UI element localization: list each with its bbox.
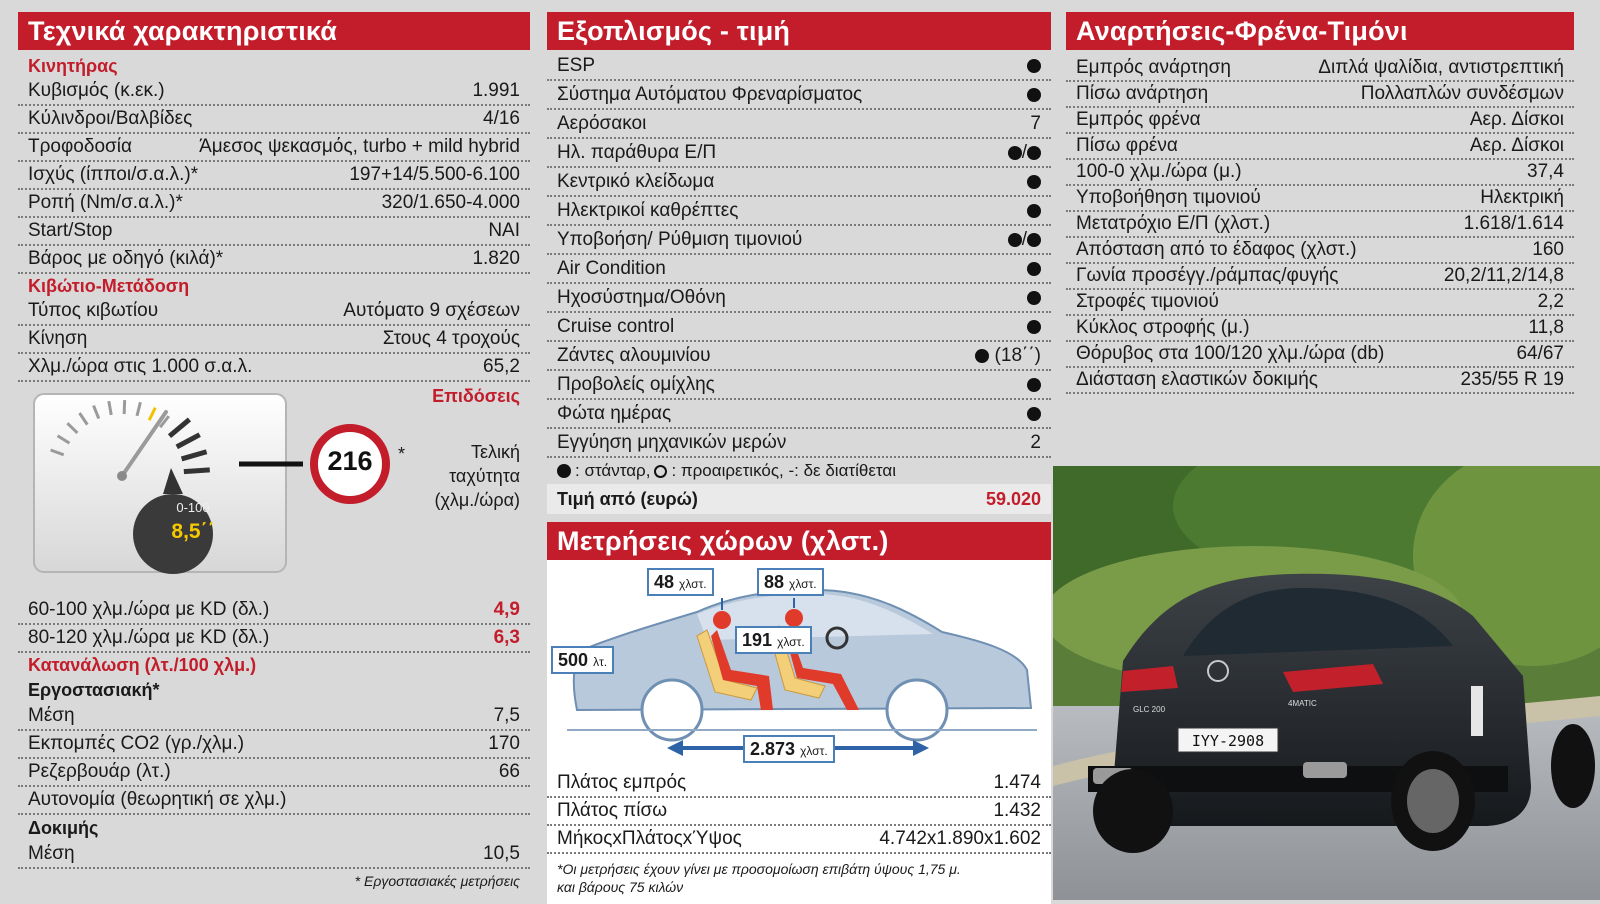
spec-row: Χλμ./ώρα στις 1.000 σ.α.λ. 65,2 xyxy=(18,354,530,382)
rear-headroom-box: 88 χλστ. xyxy=(757,568,824,596)
equipment-row: Κεντρικό κλείδωμα xyxy=(547,168,1051,197)
gearbox-section-title: Κιβώτιο-Μετάδοση xyxy=(18,274,530,298)
spec-row: Ισχύς (ίπποι/σ.α.λ.)* 197+14/5.500-6.100 xyxy=(18,162,530,190)
equipment-column xyxy=(547,12,1051,904)
wheelbase-box: 2.873 χλστ. xyxy=(743,735,835,763)
equipment-row: Air Condition xyxy=(547,255,1051,284)
spec-row: Κύλινδροι/Βαλβίδες 4/16 xyxy=(18,106,530,134)
consumption-section-title: Κατανάλωση (λτ./100 χλμ.) xyxy=(18,653,530,677)
suspension-header: Αναρτήσεις-Φρένα-Τιμόνι xyxy=(1066,12,1574,50)
standard-bullet-icon xyxy=(1027,320,1041,334)
zero-hundred-value: 8,5΄΄ xyxy=(151,520,235,544)
car-cutaway-diagram xyxy=(547,560,1051,770)
rear-passenger-head xyxy=(713,611,731,629)
engine-section-title: Κινητήρας xyxy=(18,54,530,78)
drive-badge: 4MATIC xyxy=(1288,699,1317,708)
wheelbase-arrow-right xyxy=(913,740,929,756)
gauge-needle-hub xyxy=(117,471,127,481)
top-speed-value: 216 xyxy=(315,446,385,477)
suspension-row: Διάσταση ελαστικών δοκιμής 235/55 R 19 xyxy=(1066,368,1574,394)
equipment-legend: : στάνταρ, : προαιρετικός, -: δε διατίθεται xyxy=(547,458,1051,484)
suspension-row: Κύκλος στροφής (μ.) 11,8 xyxy=(1066,316,1574,342)
zero-hundred-label: 0-100 xyxy=(151,500,235,515)
equipment-row: Ηλ. παράθυρα Ε/Π / xyxy=(547,139,1051,168)
wheelbase-arrow-left xyxy=(667,740,683,756)
spec-row: Τύπος κιβωτίου Αυτόματο 9 σχέσεων xyxy=(18,298,530,326)
equipment-row: Εγγύηση μηχανικών μερών 2 xyxy=(547,429,1051,458)
legroom-box: 191 χλστ. xyxy=(735,626,812,654)
top-speed-asterisk: * xyxy=(398,444,405,465)
equipment-row: Ηλεκτρικοί καθρέπτες xyxy=(547,197,1051,226)
space-footnote: *Οι μετρήσεις έχουν γίνει με προσομοίωση επιβάτη ύψους 1,75 μ. και βάρους 75 κιλών xyxy=(547,854,1051,904)
space-row: ΜήκοςxΠλάτοςxΎψος 4.742x1.890x1.602 xyxy=(547,826,1051,854)
spec-row: 80-120 χλμ./ώρα με KD (δλ.) 6,3 xyxy=(18,625,530,653)
spec-row: Μέση 7,5 xyxy=(18,703,530,731)
spec-row: Βάρος με οδηγό (κιλά)* 1.820 xyxy=(18,246,530,274)
license-plate-text: ΙΥΥ-2908 xyxy=(1192,732,1264,750)
suspension-row: Υποβοήθηση τιμονιού Ηλεκτρική xyxy=(1066,186,1574,212)
door-sticker xyxy=(1471,686,1483,736)
suspension-row: 100-0 χλμ./ώρα (μ.) 37,4 xyxy=(1066,160,1574,186)
standard-bullet-icon xyxy=(1027,88,1041,102)
model-badge: GLC 200 xyxy=(1133,705,1166,714)
suspension-row: Πίσω ανάρτηση Πολλαπλών συνδέσμων xyxy=(1066,82,1574,108)
equipment-row: Cruise control xyxy=(547,313,1051,342)
standard-bullet-icon xyxy=(557,464,571,478)
standard-bullet-icon xyxy=(1027,175,1041,189)
suspension-list xyxy=(1066,56,1574,394)
top-speed-label: Τελική ταχύτητα (χλμ./ώρα) xyxy=(380,440,520,512)
equipment-row: Ζάντες αλουμινίου (18΄΄) xyxy=(547,342,1051,371)
equipment-header: Εξοπλισμός - τιμή xyxy=(547,12,1051,50)
suspension-row: Πίσω φρένα Αερ. Δίσκοι xyxy=(1066,134,1574,160)
front-passenger-head xyxy=(785,609,803,627)
spec-row: Εκπομπές CO2 (γρ./χλμ.) 170 xyxy=(18,731,530,759)
performance-title: Επιδόσεις xyxy=(432,386,520,407)
trunk-volume-box: 500 λτ. xyxy=(551,646,614,674)
space-row: Πλάτος πίσω 1.432 xyxy=(547,798,1051,826)
optional-bullet-icon xyxy=(654,465,667,478)
tech-specs-header: Τεχνικά χαρακτηριστικά xyxy=(18,12,530,50)
standard-bullet-icon xyxy=(1008,233,1022,247)
front-headroom-box: 48 χλστ. xyxy=(647,568,714,596)
equipment-row: Υποβοήση/ Ρύθμιση τιμονιού / xyxy=(547,226,1051,255)
spec-row: Start/Stop ΝΑΙ xyxy=(18,218,530,246)
equipment-row: Αερόσακοι 7 xyxy=(547,110,1051,139)
factory-footnote: * Εργοστασιακές μετρήσεις xyxy=(18,873,530,889)
standard-bullet-icon xyxy=(1027,262,1041,276)
spec-row: Ρεζερβουάρ (λτ.) 66 xyxy=(18,759,530,787)
suspension-column xyxy=(1066,12,1574,394)
car-photo xyxy=(1053,466,1600,900)
equipment-row: Φώτα ημέρας xyxy=(547,400,1051,429)
standard-bullet-icon xyxy=(1027,407,1041,421)
front-right-wheel xyxy=(1551,724,1595,808)
space-row: Πλάτος εμπρός 1.474 xyxy=(547,770,1051,798)
suspension-row: Θόρυβος στα 100/120 χλμ./ώρα (db) 64/67 xyxy=(1066,342,1574,368)
equipment-list xyxy=(547,52,1051,458)
equipment-row: Σύστημα Αυτόματου Φρεναρίσματος xyxy=(547,81,1051,110)
tech-specs-column xyxy=(18,12,530,889)
suspension-row: Εμπρός ανάρτηση Διπλά ψαλίδια, αντιστρεπτική xyxy=(1066,56,1574,82)
standard-bullet-icon xyxy=(1027,291,1041,305)
spec-row: Ροπή (Nm/σ.α.λ.)* 320/1.650-4.000 xyxy=(18,190,530,218)
factory-subhead: Εργοστασιακή* xyxy=(18,677,530,703)
spec-row: Μέση 10,5 xyxy=(18,841,530,869)
price-row: Τιμή από (ευρώ) 59.020 xyxy=(547,484,1051,514)
spec-row: Αυτονομία (θεωρητική σε χλμ.) xyxy=(18,787,530,815)
car-photo-illustration xyxy=(1053,466,1600,900)
standard-bullet-icon xyxy=(1027,204,1041,218)
equipment-row: ESP xyxy=(547,52,1051,81)
suspension-row: Μετατρόχιο Ε/Π (χλστ.) 1.618/1.614 xyxy=(1066,212,1574,238)
equipment-row: Προβολείς ομίχλης xyxy=(547,371,1051,400)
test-subhead: Δοκιμής xyxy=(18,815,530,841)
equipment-row: Ηχοσύστημα/Οθόνη xyxy=(547,284,1051,313)
spec-row: Κυβισμός (κ.εκ.) 1.991 xyxy=(18,78,530,106)
standard-bullet-icon xyxy=(1027,146,1041,160)
suspension-row: Απόσταση από το έδαφος (χλστ.) 160 xyxy=(1066,238,1574,264)
standard-bullet-icon xyxy=(1027,378,1041,392)
suspension-row: Εμπρός φρένα Αερ. Δίσκοι xyxy=(1066,108,1574,134)
standard-bullet-icon xyxy=(1008,146,1022,160)
space-panel xyxy=(547,560,1051,904)
suspension-row: Γωνία προσέγγ./ράμπας/φυγής 20,2/11,2/14,8 xyxy=(1066,264,1574,290)
standard-bullet-icon xyxy=(975,349,989,363)
standard-bullet-icon xyxy=(1027,233,1041,247)
spec-row: 60-100 χλμ./ώρα με KD (δλ.) 4,9 xyxy=(18,597,530,625)
performance-gauge-area xyxy=(18,382,530,597)
spec-row: Κίνηση Στους 4 τροχούς xyxy=(18,326,530,354)
gauge-tick xyxy=(184,470,210,472)
suspension-row: Στροφές τιμονιού 2,2 xyxy=(1066,290,1574,316)
rear-left-wheel xyxy=(1093,769,1173,853)
standard-bullet-icon xyxy=(1027,59,1041,73)
space-header: Μετρήσεις χώρων (χλστ.) xyxy=(547,522,1051,560)
right-exhaust xyxy=(1303,762,1347,778)
spec-row: Τροφοδοσία Άμεσος ψεκασμός, turbo + mild hybrid xyxy=(18,134,530,162)
